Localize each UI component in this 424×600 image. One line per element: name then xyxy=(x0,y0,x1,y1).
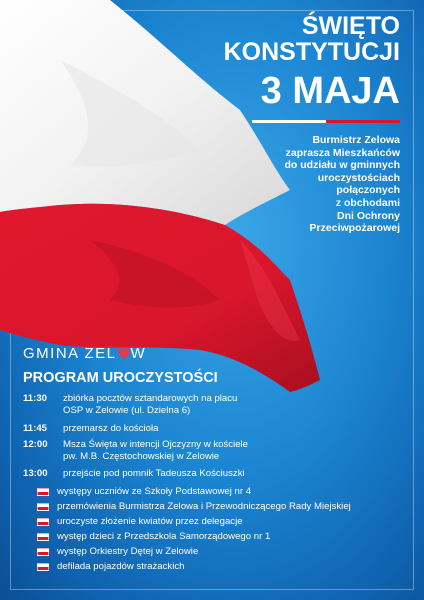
invitation-line: zaprasza Mieszkańców xyxy=(285,146,400,159)
program-subitem xyxy=(37,501,397,512)
polish-flag-icon xyxy=(37,503,49,511)
program-subitem-text: uroczyste złożenie kwiatów przez delegacje xyxy=(57,516,243,527)
program-subitem xyxy=(37,486,397,497)
program-subitem-text: występ dzieci z Przedszkola Samorządowego nr 1 xyxy=(57,531,271,542)
invitation-line: połączonych xyxy=(336,184,400,197)
polish-flag-icon xyxy=(37,548,49,556)
invitation-line: Przeciwpożarowej xyxy=(309,222,400,235)
schedule-time: 11:30 xyxy=(23,393,48,404)
invitation-text xyxy=(230,134,400,235)
schedule-description xyxy=(63,393,237,417)
schedule-line: OSP w Zelowie (ul. Dzielna 6) xyxy=(63,405,191,416)
schedule-time: 13:00 xyxy=(23,468,48,479)
invitation-line: uroczystościach xyxy=(317,171,400,184)
schedule-line: Msza Święta w intencji Ojczyzny w kościele xyxy=(63,439,249,450)
heart-icon xyxy=(118,348,130,360)
invitation-line: Burmistrz Zelowa xyxy=(312,134,400,146)
schedule-line: zbiórka pocztów sztandarowych na placu xyxy=(63,393,238,404)
schedule-description xyxy=(63,468,245,480)
schedule-line: przemarsz do kościoła xyxy=(63,423,159,434)
program-subitem xyxy=(37,546,397,557)
logo-text-prefix: GMINA ZEL xyxy=(23,345,117,362)
program-subitem-text: przemówienia Burmistrza Zelowa i Przewodniczącego Rady Miejskiej xyxy=(57,501,351,512)
title-line-1: ŚWIĘTO xyxy=(301,12,400,40)
program-subitem-text: występ Orkiestry Dętej w Zelowie xyxy=(57,546,199,557)
gmina-zelow-logo xyxy=(23,345,146,362)
logo-text-suffix: W xyxy=(130,345,147,362)
invitation-line: Dni Ochrony xyxy=(336,209,400,222)
program-subitem-text: występy uczniów ze Szkoły Podstawowej nr 4 xyxy=(57,486,252,497)
program-subitem-text: defilada pojazdów strażackich xyxy=(57,561,185,572)
title-separator xyxy=(252,120,400,123)
program-subitem xyxy=(37,531,397,542)
polish-flag-icon xyxy=(37,488,49,496)
program-subitem xyxy=(37,516,397,527)
polish-flag-icon xyxy=(37,533,49,541)
title-line-3: 3 MAJA xyxy=(260,70,400,112)
schedule-line: pw. M.B. Częstochowskiej w Zelowie xyxy=(63,451,220,462)
schedule-time: 12:00 xyxy=(23,439,48,450)
polish-flag-icon xyxy=(37,563,49,571)
schedule-line: przejście pod pomnik Tadeusza Kościuszki xyxy=(63,468,245,479)
polish-flag-icon xyxy=(37,518,49,526)
program-title: PROGRAM UROCZYSTOŚCI xyxy=(23,370,218,386)
schedule-time: 11:45 xyxy=(23,423,48,434)
schedule-description xyxy=(63,423,158,435)
invitation-line: do udziału w gminnych xyxy=(284,159,400,172)
title-line-2: KONSTYTUCJI xyxy=(223,38,400,66)
program-subitem xyxy=(37,561,397,572)
schedule-description xyxy=(63,439,248,463)
invitation-line: z obchodami xyxy=(335,196,400,209)
